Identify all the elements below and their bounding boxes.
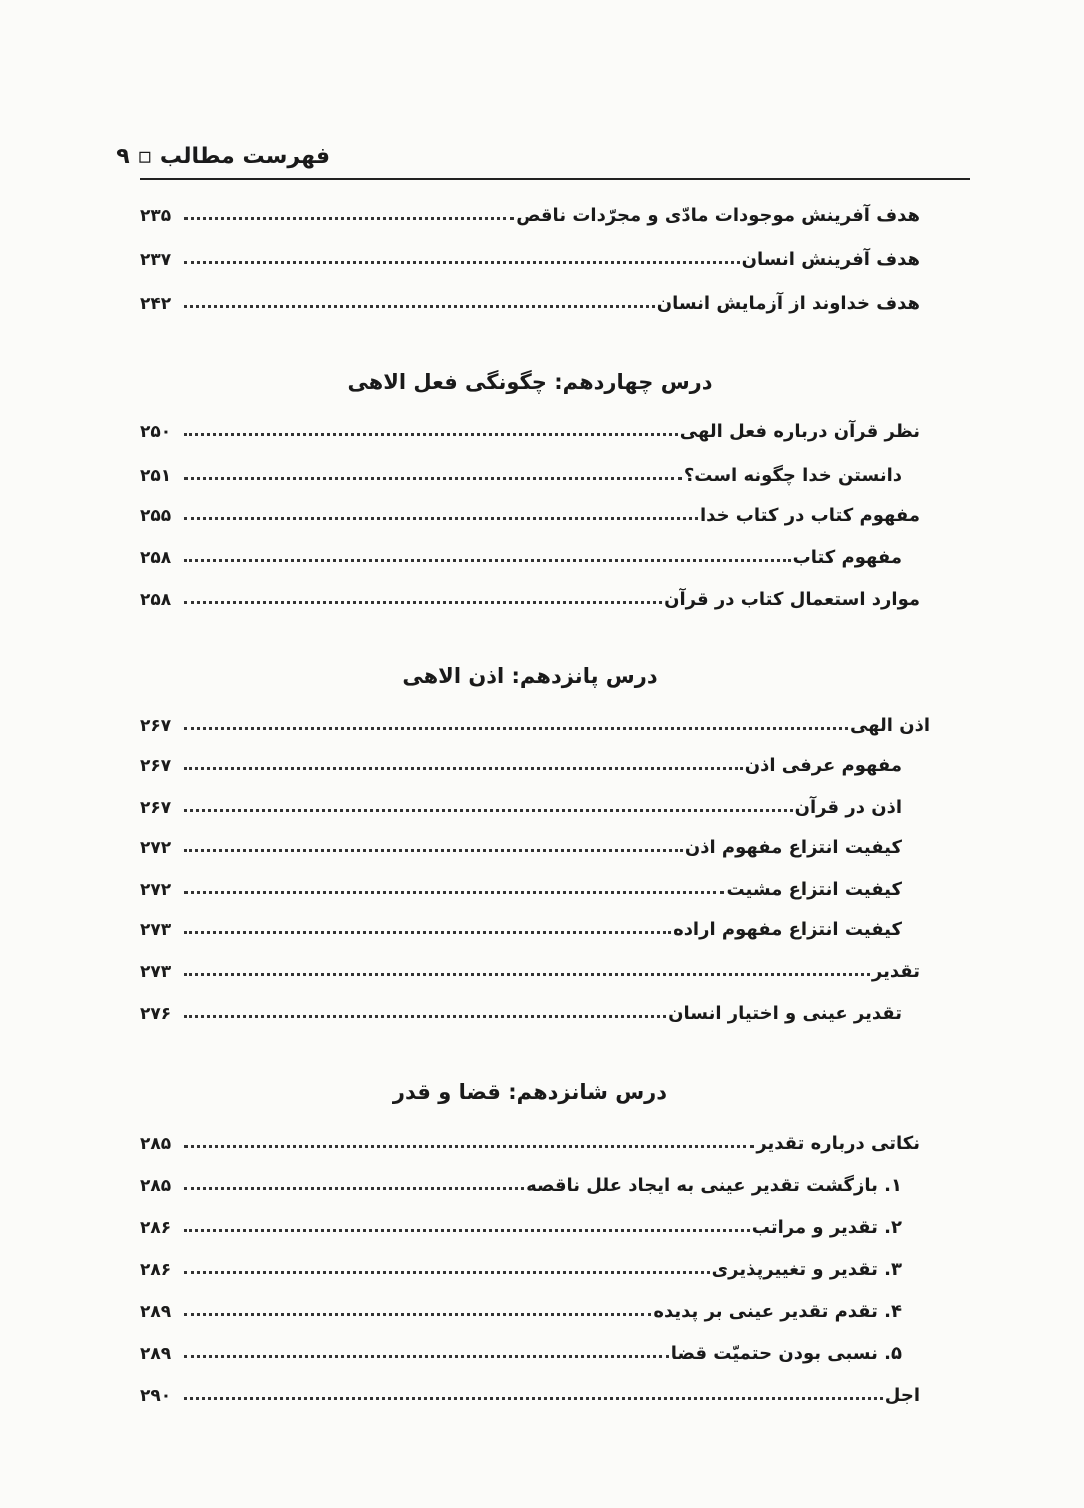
toc-entry[interactable]: کیفیت انتزاع مشیت ۲۷۲ <box>140 879 902 900</box>
page-number: ۲۳۵ <box>140 206 172 226</box>
page-number: ۲۷۳ <box>140 962 172 982</box>
lesson-heading: درس چهاردهم: چگونگی فعل الاهی <box>347 370 713 394</box>
dot-leader <box>184 517 698 520</box>
toc-entry[interactable]: ۲. تقدیر و مراتب ۲۸۶ <box>140 1217 902 1238</box>
page-number: ۲۷۶ <box>140 1004 172 1024</box>
toc-entry[interactable]: کیفیت انتزاع مفهوم اذن ۲۷۲ <box>140 837 902 858</box>
dot-leader <box>184 601 662 604</box>
lesson-heading: درس پانزدهم: اذن الاهی <box>402 664 658 688</box>
dot-leader <box>184 217 514 220</box>
page-number: ۲۶۷ <box>140 756 172 776</box>
dot-leader <box>184 1229 750 1232</box>
page-number: ۲۸۶ <box>140 1218 172 1238</box>
dot-leader <box>184 1015 666 1018</box>
page-number: ۲۴۲ <box>140 294 172 314</box>
dot-leader <box>184 767 743 770</box>
page-number: ۲۵۸ <box>140 548 172 568</box>
toc-entry[interactable]: دانستن خدا چگونه است؟ ۲۵۱ <box>140 465 902 486</box>
toc-entry[interactable]: ۳. تقدیر و تغییرپذیری ۲۸۶ <box>140 1259 902 1280</box>
page-number: ۲۵۵ <box>140 506 172 526</box>
dot-leader <box>184 727 848 730</box>
dot-leader <box>184 973 870 976</box>
page-header <box>116 140 970 180</box>
dot-leader <box>184 1187 524 1190</box>
dot-leader <box>184 559 791 562</box>
page-number: ۲۶۷ <box>140 716 172 736</box>
dot-leader <box>184 1271 710 1274</box>
page-number: ۲۳۷ <box>140 250 172 270</box>
dot-leader <box>184 891 724 894</box>
toc-entry[interactable]: تقدیر عینی و اختیار انسان ۲۷۶ <box>140 1003 902 1024</box>
dot-leader <box>184 433 678 436</box>
page-number: ۲۸۶ <box>140 1260 172 1280</box>
header-rule <box>140 178 970 180</box>
toc-entry[interactable]: ۵. نسبی بودن حتمیّت قضا ۲۸۹ <box>140 1343 902 1364</box>
toc-entry[interactable]: نکاتی درباره تقدیر ۲۸۵ <box>140 1133 920 1154</box>
page-number: ۲۵۰ <box>140 422 172 442</box>
toc-entry[interactable]: اجل ۲۹۰ <box>140 1385 920 1406</box>
toc-entry[interactable]: ۴. تقدم تقدیر عینی بر پدیده ۲۸۹ <box>140 1301 902 1322</box>
page-number: ۲۸۵ <box>140 1134 172 1154</box>
dot-leader <box>184 931 671 934</box>
page-number: ۲۹۰ <box>140 1386 172 1406</box>
dot-leader <box>184 1313 651 1316</box>
toc-entry[interactable]: مفهوم کتاب در کتاب خدا ۲۵۵ <box>140 505 920 526</box>
page-number: ۲۵۸ <box>140 590 172 610</box>
dot-leader <box>184 305 655 308</box>
dot-leader <box>184 1355 669 1358</box>
toc-entry[interactable]: مفهوم کتاب ۲۵۸ <box>140 547 902 568</box>
dot-leader <box>184 849 683 852</box>
lesson-heading: درس شانزدهم: قضا و قدر <box>392 1080 668 1104</box>
toc-entry[interactable]: اذن در قرآن ۲۶۷ <box>140 797 902 818</box>
page-number: ۲۸۹ <box>140 1344 172 1364</box>
page-number: ۲۷۳ <box>140 920 172 940</box>
toc-entry[interactable]: ۱. بازگشت تقدیر عینی به ایجاد علل ناقصه ۲۸۵ <box>140 1175 902 1196</box>
dot-leader <box>184 809 793 812</box>
toc-entry[interactable]: موارد استعمال کتاب در قرآن ۲۵۸ <box>140 589 920 610</box>
toc-entry[interactable]: هدف آفرینش انسان ۲۳۷ <box>140 249 920 270</box>
page-number: ۲۶۷ <box>140 798 172 818</box>
toc-entry[interactable]: اذن الهی ۲۶۷ <box>140 715 930 736</box>
dot-leader <box>184 1145 754 1148</box>
page-number: ۲۷۲ <box>140 838 172 858</box>
page-number: ۲۵۱ <box>140 466 172 486</box>
toc-entry[interactable]: هدف آفرینش موجودات مادّی و مجرّدات ناقص ۲۳۵ <box>140 205 920 226</box>
page-number: ۲۸۵ <box>140 1176 172 1196</box>
toc-entry[interactable]: تقدیر ۲۷۳ <box>140 961 920 982</box>
dot-leader <box>184 1397 883 1400</box>
dot-leader <box>184 477 682 480</box>
header-title: فهرست مطالب ▫ ۹ <box>116 144 330 169</box>
dot-leader <box>184 261 740 264</box>
page-number: ۲۷۲ <box>140 880 172 900</box>
toc-entry[interactable]: کیفیت انتزاع مفهوم اراده ۲۷۳ <box>140 919 902 940</box>
page-number: ۲۸۹ <box>140 1302 172 1322</box>
toc-entry[interactable]: مفهوم عرفی اذن ۲۶۷ <box>140 755 902 776</box>
toc-entry[interactable]: هدف خداوند از آزمایش انسان ۲۴۲ <box>140 293 920 314</box>
toc-entry[interactable]: نظر قرآن درباره فعل الهی ۲۵۰ <box>140 421 920 442</box>
